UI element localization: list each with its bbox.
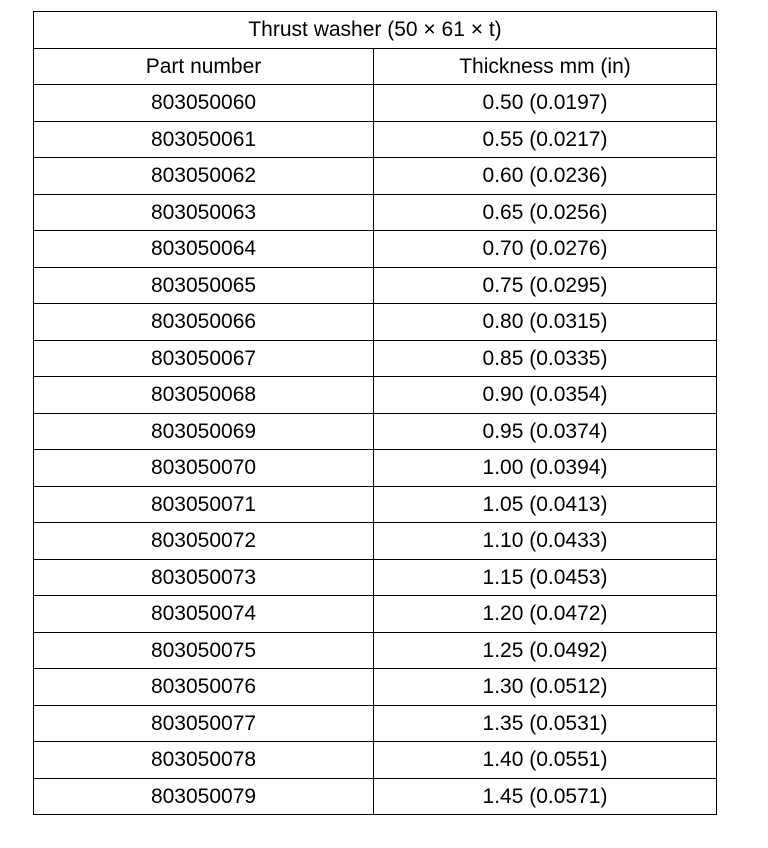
thickness-cell: 1.40 (0.0551) [374, 742, 717, 779]
part-number-cell: 803050067 [34, 340, 374, 377]
part-number-cell: 803050069 [34, 413, 374, 450]
part-number-cell: 803050066 [34, 304, 374, 341]
header-part-number: Part number [34, 48, 374, 85]
thickness-cell: 1.45 (0.0571) [374, 778, 717, 815]
part-number-cell: 803050075 [34, 632, 374, 669]
part-number-cell: 803050064 [34, 231, 374, 268]
thickness-cell: 1.10 (0.0433) [374, 523, 717, 560]
thickness-cell: 0.90 (0.0354) [374, 377, 717, 414]
part-number-cell: 803050063 [34, 194, 374, 231]
part-number-cell: 803050062 [34, 158, 374, 195]
thickness-cell: 0.80 (0.0315) [374, 304, 717, 341]
part-number-cell: 803050070 [34, 450, 374, 487]
thickness-cell: 0.70 (0.0276) [374, 231, 717, 268]
table-row [34, 121, 717, 158]
part-number-cell: 803050071 [34, 486, 374, 523]
thickness-cell: 1.15 (0.0453) [374, 559, 717, 596]
part-number-cell: 803050072 [34, 523, 374, 560]
table-header-row [34, 48, 717, 85]
table-row [34, 523, 717, 560]
part-number-cell: 803050065 [34, 267, 374, 304]
table-row [34, 267, 717, 304]
thickness-cell: 0.65 (0.0256) [374, 194, 717, 231]
part-number-cell: 803050077 [34, 705, 374, 742]
part-number-cell: 803050076 [34, 669, 374, 706]
table-row [34, 559, 717, 596]
table-row [34, 413, 717, 450]
table-row [34, 158, 717, 195]
table-row [34, 304, 717, 341]
thickness-cell: 0.85 (0.0335) [374, 340, 717, 377]
table-body [34, 85, 717, 815]
thrust-washer-table [33, 11, 717, 815]
table-row [34, 705, 717, 742]
table-row [34, 340, 717, 377]
table-row [34, 486, 717, 523]
part-number-cell: 803050074 [34, 596, 374, 633]
part-number-cell: 803050073 [34, 559, 374, 596]
table-title-row [34, 12, 717, 49]
part-number-cell: 803050061 [34, 121, 374, 158]
part-number-cell: 803050068 [34, 377, 374, 414]
thickness-cell: 0.50 (0.0197) [374, 85, 717, 122]
table-row [34, 450, 717, 487]
thickness-cell: 1.35 (0.0531) [374, 705, 717, 742]
thickness-cell: 1.30 (0.0512) [374, 669, 717, 706]
table-row [34, 85, 717, 122]
table-row [34, 778, 717, 815]
table-row [34, 632, 717, 669]
thickness-cell: 1.05 (0.0413) [374, 486, 717, 523]
table-row [34, 669, 717, 706]
table-row [34, 231, 717, 268]
table-title: Thrust washer (50 × 61 × t) [34, 12, 717, 49]
thickness-cell: 0.75 (0.0295) [374, 267, 717, 304]
thickness-cell: 1.00 (0.0394) [374, 450, 717, 487]
thickness-cell: 1.25 (0.0492) [374, 632, 717, 669]
table-row [34, 596, 717, 633]
table-row [34, 194, 717, 231]
part-number-cell: 803050060 [34, 85, 374, 122]
table-row [34, 377, 717, 414]
part-number-cell: 803050079 [34, 778, 374, 815]
table-row [34, 742, 717, 779]
header-thickness: Thickness mm (in) [374, 48, 717, 85]
thickness-cell: 0.60 (0.0236) [374, 158, 717, 195]
thickness-cell: 0.55 (0.0217) [374, 121, 717, 158]
part-number-cell: 803050078 [34, 742, 374, 779]
thickness-cell: 0.95 (0.0374) [374, 413, 717, 450]
thickness-cell: 1.20 (0.0472) [374, 596, 717, 633]
